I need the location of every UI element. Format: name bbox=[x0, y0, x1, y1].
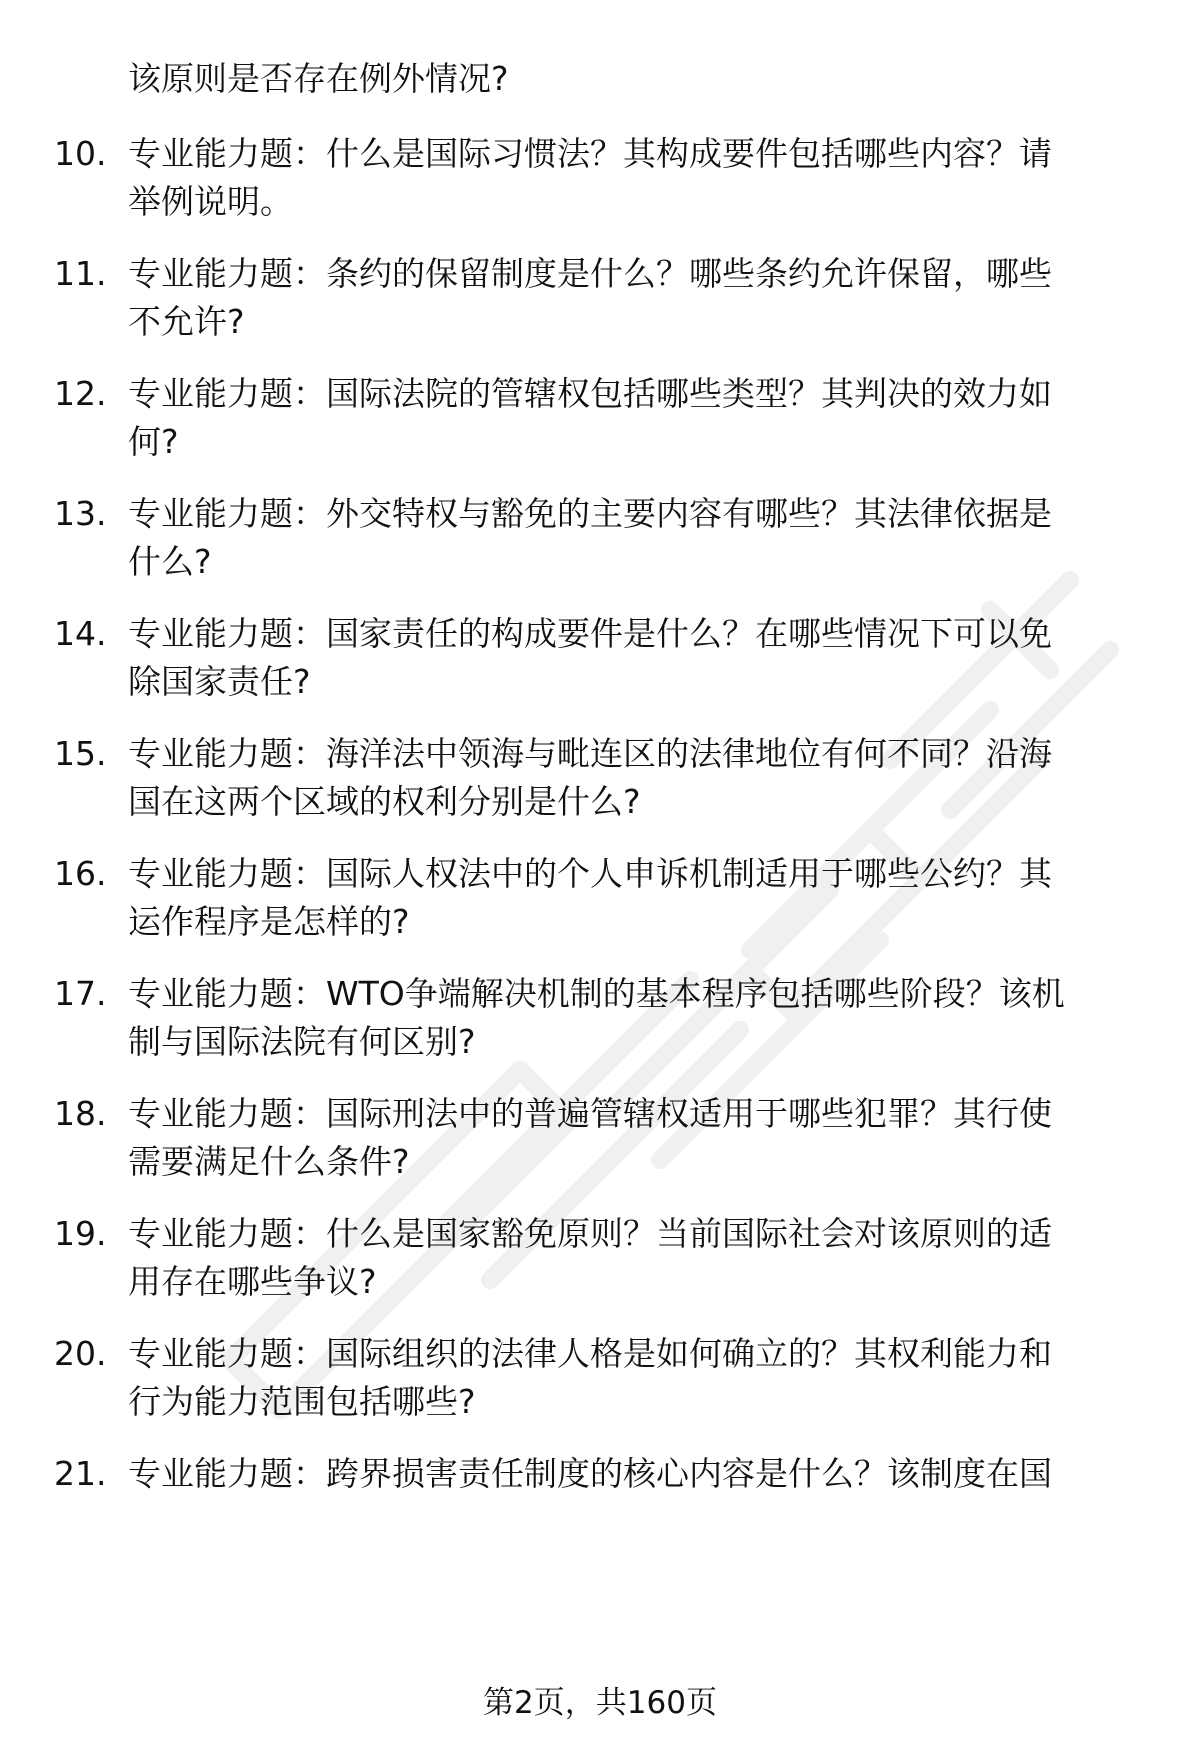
question-text-line1: 专业能力题：条约的保留制度是什么？哪些条约允许保留，哪些 bbox=[128, 254, 1052, 293]
page-footer: 第2页，共160页 bbox=[483, 1685, 717, 1721]
question-text-line2: 国在这两个区域的权利分别是什么? bbox=[128, 782, 641, 821]
question-text-line2: 运作程序是怎样的? bbox=[128, 902, 410, 941]
question-text-line1: 专业能力题：外交特权与豁免的主要内容有哪些？其法律依据是 bbox=[128, 494, 1052, 533]
question-item bbox=[0, 370, 1200, 470]
question-text-line1: 专业能力题：WTO争端解决机制的基本程序包括哪些阶段？该机 bbox=[128, 974, 1065, 1013]
question-text-line1: 专业能力题：国际组织的法律人格是如何确立的？其权利能力和 bbox=[128, 1334, 1052, 1373]
question-text-line1: 专业能力题：跨界损害责任制度的核心内容是什么？该制度在国 bbox=[128, 1454, 1052, 1493]
question-text-line2: 需要满足什么条件? bbox=[128, 1142, 410, 1181]
question-number: 18. bbox=[54, 1094, 107, 1133]
question-text-line2: 制与国际法院有何区别? bbox=[128, 1022, 476, 1061]
question-number: 13. bbox=[54, 494, 107, 533]
question-text-line1: 专业能力题：国家责任的构成要件是什么？在哪些情况下可以免 bbox=[128, 614, 1052, 653]
question-text-line1: 专业能力题：国际人权法中的个人申诉机制适用于哪些公约？其 bbox=[128, 854, 1052, 893]
question-item bbox=[0, 1210, 1200, 1310]
question-number: 21. bbox=[54, 1454, 107, 1493]
question-text-line2: 举例说明。 bbox=[128, 182, 293, 221]
question-item bbox=[0, 850, 1200, 950]
question-number: 11. bbox=[54, 254, 107, 293]
question-text-line2: 什么? bbox=[128, 542, 212, 581]
question-item bbox=[0, 1330, 1200, 1430]
question-number: 12. bbox=[54, 374, 107, 413]
question-item bbox=[0, 730, 1200, 830]
question-number: 17. bbox=[54, 974, 107, 1013]
question-number: 16. bbox=[54, 854, 107, 893]
question-number: 20. bbox=[54, 1334, 107, 1373]
question-item bbox=[0, 1450, 1200, 1550]
question-number: 19. bbox=[54, 1214, 107, 1253]
question-item bbox=[0, 1090, 1200, 1190]
question-item bbox=[0, 250, 1200, 350]
question-text-line2: 除国家责任? bbox=[128, 662, 311, 701]
question-text-line2: 行为能力范围包括哪些? bbox=[128, 1382, 476, 1421]
question-number: 10. bbox=[54, 134, 107, 173]
question-number: 15. bbox=[54, 734, 107, 773]
question-item bbox=[0, 490, 1200, 590]
question-item bbox=[0, 970, 1200, 1070]
question-text-line1: 专业能力题：海洋法中领海与毗连区的法律地位有何不同？沿海 bbox=[128, 734, 1052, 773]
question-text-line1: 专业能力题：国际法院的管辖权包括哪些类型？其判决的效力如 bbox=[128, 374, 1052, 413]
question-text-line2: 不允许? bbox=[128, 302, 245, 341]
continuation-line: 该原则是否存在例外情况? bbox=[128, 59, 509, 98]
question-text-line2: 用存在哪些争议? bbox=[128, 1262, 377, 1301]
question-item bbox=[0, 130, 1200, 230]
question-item bbox=[0, 610, 1200, 710]
question-text-line2: 何? bbox=[128, 422, 179, 461]
question-text-line1: 专业能力题：什么是国家豁免原则？当前国际社会对该原则的适 bbox=[128, 1214, 1052, 1253]
question-text-line1: 专业能力题：国际刑法中的普遍管辖权适用于哪些犯罪？其行使 bbox=[128, 1094, 1052, 1133]
question-text-line1: 专业能力题：什么是国际习惯法？其构成要件包括哪些内容？请 bbox=[128, 134, 1052, 173]
question-number: 14. bbox=[54, 614, 107, 653]
